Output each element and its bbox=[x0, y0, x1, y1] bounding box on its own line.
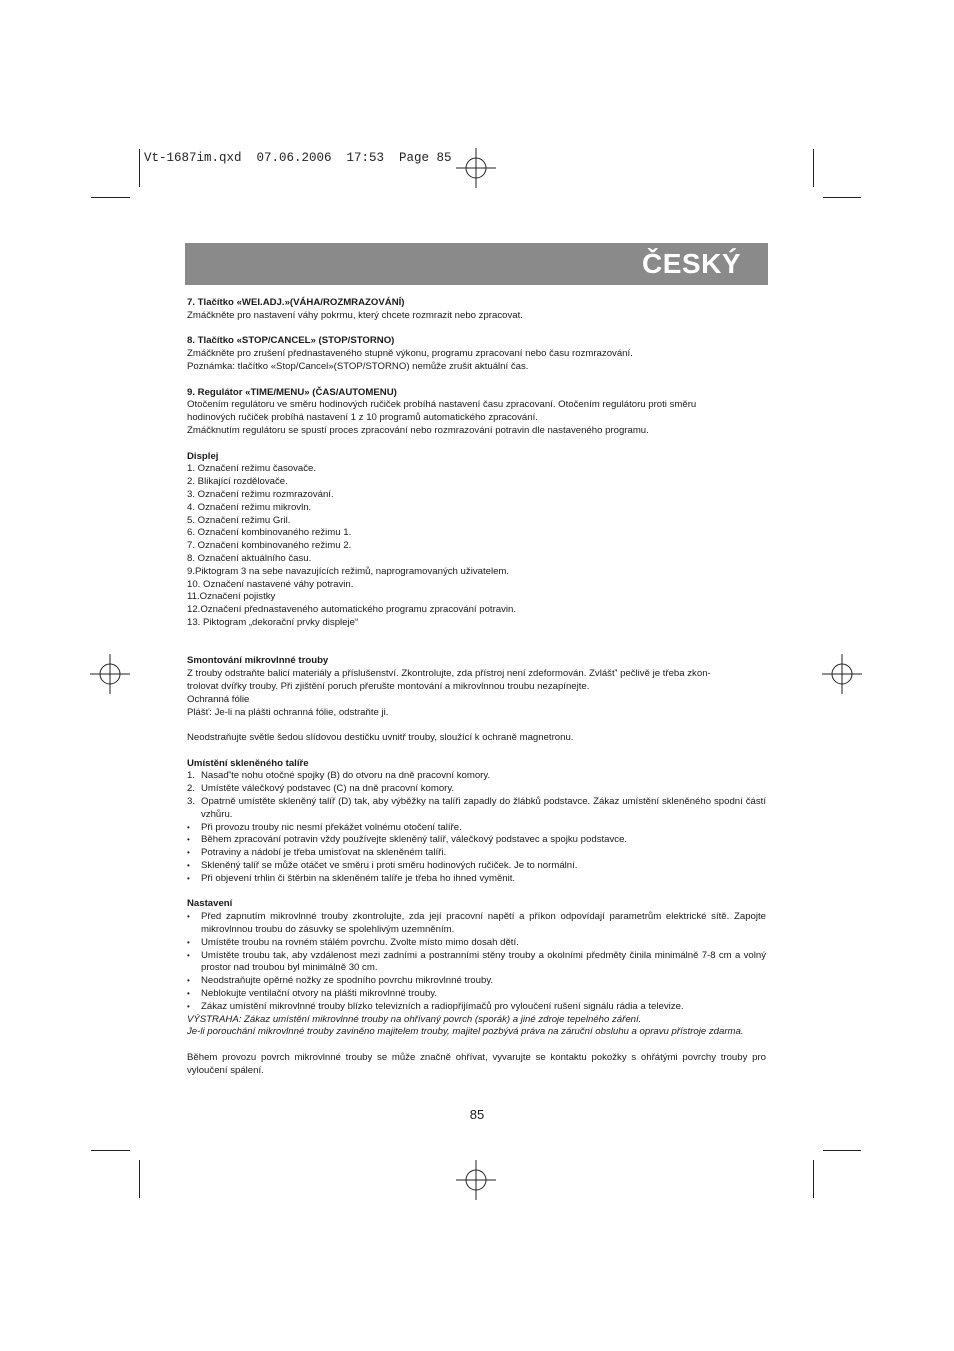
list-item: 8. Označení aktuálního času. bbox=[187, 552, 312, 564]
language-banner bbox=[185, 243, 768, 285]
paragraph: Poznámka: tlačítko «Stop/Cancel»(STOP/STORNO) nemůže zrušit aktuální čas. bbox=[187, 360, 529, 372]
bullet-item: • Zákaz umístění mikrovlnné trouby blízko televizních a radiopřijímačů pro vyloučení rušení signálu rádia a televize. bbox=[187, 1001, 766, 1014]
paragraph: Z trouby odstraňte balicí materiály a příslušenství. Zkontrolujte, zda přístroj není zdeformován. Zvlášť' pečlivě je třeba zkon- bbox=[187, 668, 711, 680]
registration-mark-icon bbox=[90, 654, 130, 694]
crop-mark bbox=[823, 197, 861, 198]
section-heading: 9. Regulátor «TIME/MENU» (ČAS/AUTOMENU) bbox=[187, 386, 397, 398]
page-number: 85 bbox=[469, 1107, 485, 1122]
section-heading: Nastavení bbox=[187, 898, 233, 910]
list-item: 1. Označení režimu časovače. bbox=[187, 463, 317, 475]
list-item: 2. Umístěte válečkový podstavec (C) na dně pracovní komory. bbox=[187, 783, 455, 795]
bullet-item: • Při objevení trhlin či štěrbin na skleněném talíře je třeba ho ihned vyměnit. bbox=[187, 873, 766, 886]
paragraph: Zmáčkněte pro zrušení přednastaveného stupně výkonu, programu zpracovaní nebo času rozmrazování. bbox=[187, 348, 633, 360]
crop-mark bbox=[813, 149, 814, 187]
paragraph: Během provozu povrch mikrovlnné trouby se může značně ohřívat, vyvarujte se kontaktu pokožky s ohřátými povrchy trouby pro vyloučení spálení. bbox=[187, 1052, 766, 1076]
registration-mark-icon bbox=[456, 1160, 496, 1200]
list-item: 1. Nasaď'te nohu otočné spojky (B) do otvoru na dně pracovní komory. bbox=[187, 770, 491, 782]
list-item: 2. Blikající rozdělovače. bbox=[187, 476, 288, 488]
registration-mark-icon bbox=[456, 148, 496, 188]
list-item: 9.Piktogram 3 na sebe navazujících režimů, naprogramovaných uživatelem. bbox=[187, 565, 510, 577]
section-heading: 7. Tlačítko «WEI.ADJ.»(VÁHA/ROZMRAZOVÁNÍ) bbox=[187, 297, 405, 308]
list-item: 10. Označení nastavené váhy potravin. bbox=[187, 578, 354, 590]
bullet-item: • Neblokujte ventilační otvory na plášti mikrovlnné trouby. bbox=[187, 988, 766, 1001]
paragraph: Neodstraňujte světle šedou slídovou destičku uvnitř trouby, sloužící k ochraně magnetronu. bbox=[187, 732, 574, 744]
list-item: 13. Piktogram „dekorační prvky displeje“ bbox=[187, 616, 359, 628]
bullet-item: • Během zpracování potravin vždy používejte skleněný talíř, válečkový podstavec a spojku podstavce. bbox=[187, 834, 766, 847]
section-heading: 8. Tlačítko «STOP/CANCEL» (STOP/STORNO) bbox=[187, 335, 395, 347]
warranty-text: Je-li porouchání mikrovlnné trouby zaviněno majitelem trouby, majitel pozbývá práva na záruční obsluhu a opravu přístroje zdarma. bbox=[187, 1026, 744, 1038]
list-item: 11.Označení pojistky bbox=[187, 591, 276, 603]
manual-content bbox=[187, 297, 766, 1078]
paragraph: Ochranná fólie bbox=[187, 693, 250, 705]
paragraph: Otočením regulátoru ve směru hodinových ručiček probíhá nastavení času zpracovaní. Otočením regulátoru proti směru bbox=[187, 399, 697, 411]
section-heading: Smontování mikrovlnné trouby bbox=[187, 655, 329, 667]
registration-mark-icon bbox=[822, 654, 862, 694]
list-item: 12.Označení přednastaveného automatického programu zpracování potravin. bbox=[187, 604, 517, 616]
list-item: 6. Označení kombinovaného režimu 1. bbox=[187, 527, 352, 539]
paragraph: hodinových ručiček probíhá nastavení 1 z 10 programů automatického zpracování. bbox=[187, 412, 538, 424]
paragraph: trolovat dvířky trouby. Při zjištění poruch přerušte montování a mikrovlnnou troubu nezapínejte. bbox=[187, 680, 590, 692]
list-item: 3. Opatrně umístěte skleněný talíř (D) tak, aby výběžky na talíři zapadly do žlábků podstavce. Zákaz umístění skleněného spodní částí vzhůru. bbox=[187, 796, 766, 820]
bullet-item: • Při provozu trouby nic nesmí překážet volnému otočení talíře. bbox=[187, 822, 766, 835]
crop-mark bbox=[823, 1150, 861, 1151]
section-heading: Displej bbox=[187, 450, 219, 462]
bullet-item: • Potraviny a nádobí je třeba umisťovat na skleněném talíři. bbox=[187, 847, 766, 860]
bullet-item: • Umístěte troubu na rovném stálém povrchu. Zvolte místo mimo dosah dětí. bbox=[187, 937, 766, 950]
crop-mark bbox=[91, 197, 130, 198]
list-item: 7. Označení kombinovaného režimu 2. bbox=[187, 540, 352, 552]
list-item: 3. Označení režimu rozmrazování. bbox=[187, 488, 334, 500]
bullet-item: • Umístěte troubu tak, aby vzdálenost mezi zadními a postranními stěny trouby a okolními předměty činila minimálně 7-8 cm a volný prostor nad troubou byl minimálně 30 cm. bbox=[187, 950, 766, 976]
bullet-item: • Před zapnutím mikrovlnné trouby zkontrolujte, zda její pracovní napětí a příkon odpovídají parametrům elektrické sítě. Zapojte mikrovlnnou troubu do zásuvky se spolehlivým uzemněním. bbox=[187, 911, 766, 937]
list-item: 5. Označení režimu Gril. bbox=[187, 514, 291, 526]
bullet-item: • Skleněný talíř se může otáčet ve směru i proti směru hodinových ručiček. Je to normální. bbox=[187, 860, 766, 873]
print-slug: Vt-1687im.qxd 07.06.2006 17:53 Page 85 bbox=[144, 151, 452, 165]
paragraph: Zmáčknutím regulátoru se spustí proces zpracování nebo rozmrazování potravin dle nastaveného programu. bbox=[187, 424, 649, 436]
list-item: 4. Označení režimu mikrovln. bbox=[187, 501, 312, 513]
section-heading: Umístění skleněného talíře bbox=[187, 757, 309, 769]
paragraph: Zmáčkněte pro nastavení váhy pokrmu, který chcete rozmrazit nebo zpracovat. bbox=[187, 309, 523, 321]
crop-mark bbox=[91, 1150, 130, 1151]
warning-text: VÝSTRAHA: Zákaz umístění mikrovlnné trouby na ohřívaný povrch (sporák) a jiné zdroje tepelného záření. bbox=[187, 1013, 642, 1025]
crop-mark bbox=[139, 1160, 140, 1198]
crop-mark bbox=[813, 1160, 814, 1198]
bullet-item: • Neodstraňujte opěrné nožky ze spodního povrchu mikrovlnné trouby. bbox=[187, 975, 766, 988]
crop-mark bbox=[139, 149, 140, 187]
paragraph: Plášť: Je-li na plášti ochranná fólie, odstraňte ji. bbox=[187, 706, 389, 718]
banner-title: ČESKÝ bbox=[642, 248, 741, 279]
